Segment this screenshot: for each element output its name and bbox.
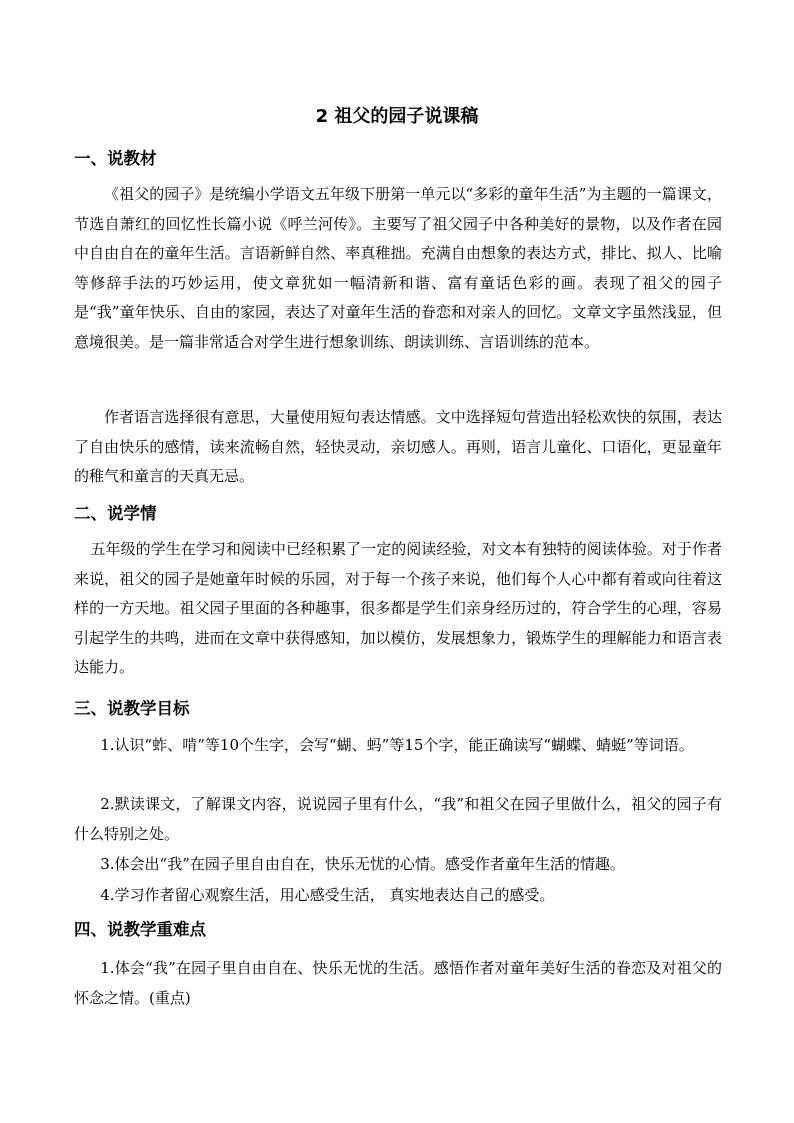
goal-item-1: 1.认识“蚱、啃”等10个生字，会写“蝴、蚂”等15个字，能正确读写“蝴蝶、蜻蜓”等词语。 — [100, 736, 694, 754]
goal-item-4: 4.学习作者留心观察生活，用心感受生活， 真实地表达自己的感受。 — [100, 886, 555, 904]
paragraph-students-1: 五年级的学生在学习和阅读中已经积累了一定的阅读经验，对文本有独特的阅读体验。对于作者来说，祖父的园子是她童年时候的乐园，对于每一个孩子来说，他们每个人心中都有着或向往着这样的一方天地。祖父园子里面的各种趣事，很多都是学生们亲身经历过的，符合学生的心理，容易引起学生的共鸣，进而在文章中获得感知，加以模仿，发展想象力，锻炼学生的理解能力和语言表达能力。 — [74, 540, 722, 677]
paragraph-textbook-2: 作者语言选择很有意思，大量使用短句表达情感。文中选择短句营造出轻松欢快的氛围，表达了自由快乐的感情，读来流畅自然，轻快灵动，亲切感人。再则，语言儿童化、口语化，更显童年的稚气和童言的天真无忌。 — [74, 408, 722, 486]
section-heading-students: 二、说学情 — [74, 504, 157, 523]
section-heading-goals: 三、说教学目标 — [74, 699, 190, 718]
section-heading-key-points: 四、说教学重难点 — [74, 920, 206, 939]
paragraph-textbook-1: 《祖父的园子》是统编小学语文五年级下册第一单元以“多彩的童年生活”为主题的一篇课文，节选自萧红的回忆性长篇小说《呼兰河传》。主要写了祖父园子中各种美好的景物，以及作者在园中自由自在的童年生活。言语新鲜自然、率真稚拙。充满自由想象的表达方式，排比、拟人、比喻等修辞手法的巧妙运用，使文章犹如一幅清新和谐、富有童话色彩的画。表现了祖父的园子是“我”童年快乐、自由的家园，表达了对童年生活的眷恋和对亲人的回忆。文章文字虽然浅显，但意境很美。是一篇非常适合对学生进行想象训练、朗读训练、言语训练的范本。 — [74, 185, 722, 351]
section-heading-textbook: 一、说教材 — [74, 149, 157, 168]
goal-item-3: 3.体会出“我”在园子里自由自在，快乐无忧的心情。感受作者童年生活的情趣。 — [100, 855, 625, 873]
goal-item-2: 2.默读课文，了解课文内容，说说园子里有什么，“我”和祖父在园子里做什么，祖父的园子有什么特别之处。 — [74, 795, 722, 843]
document-title: 2 祖父的园子说课稿 — [315, 106, 479, 127]
key-point-item-1: 1.体会“我”在园子里自由自在、快乐无忧的生活。感悟作者对童年美好生活的眷恋及对祖父的怀念之情。(重点) — [74, 959, 722, 1007]
